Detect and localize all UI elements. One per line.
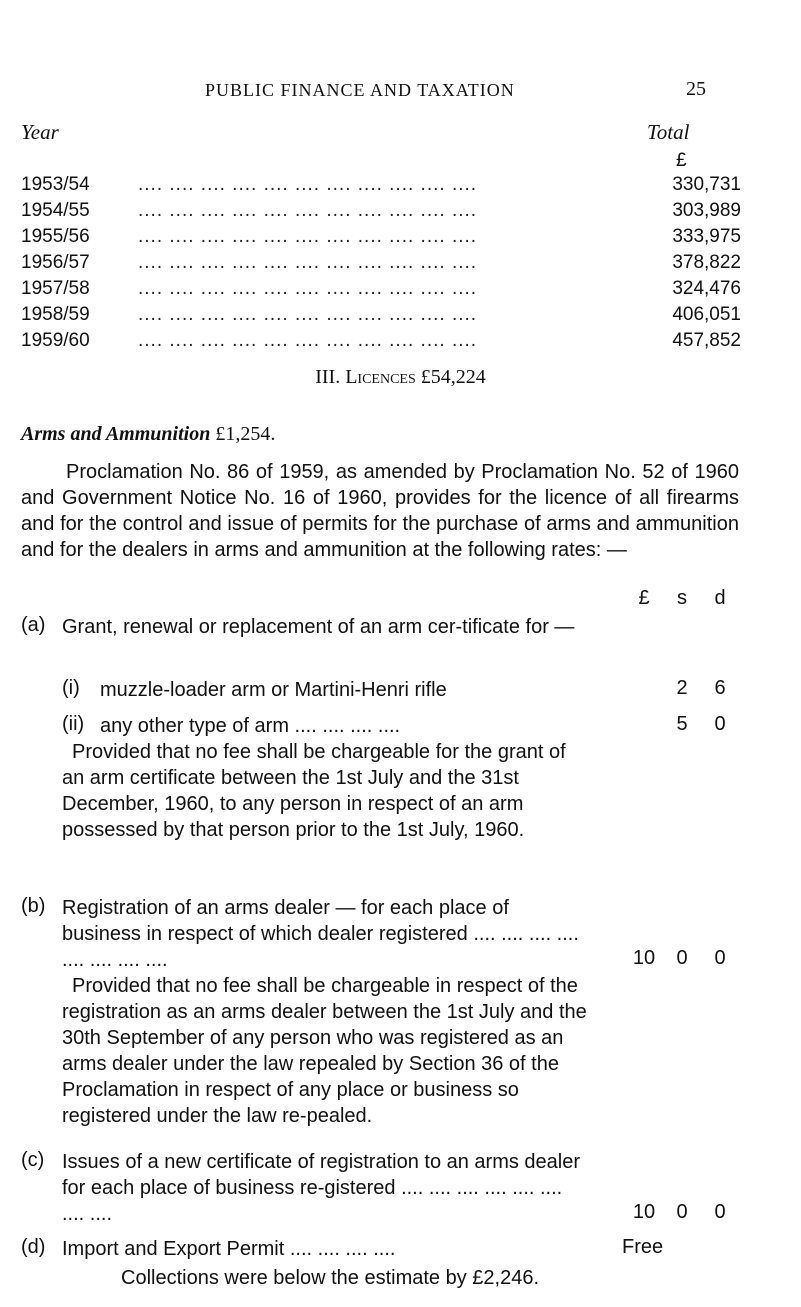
- row-year: 1953/54: [21, 174, 90, 195]
- row-year: 1956/57: [21, 252, 90, 273]
- table-row: [21, 200, 741, 226]
- item-c-text: Issues of a new certificate of registration to an arms dealer for each place of business re-gistered .... .... .... .... .... .... .... ....: [62, 1151, 581, 1225]
- row-year: 1957/58: [21, 278, 90, 299]
- column-header-year: Year: [21, 120, 59, 144]
- row-total: 378,822: [672, 252, 741, 273]
- column-header-total: Total: [647, 120, 690, 144]
- closing-statement: Collections were below the estimate by £2,246.: [121, 1267, 540, 1289]
- leader-dots: .... .... .... .... .... .... .... .... .... .... ....: [138, 278, 478, 299]
- intro-paragraph: Proclamation No. 86 of 1959, as amended by Proclamation No. 52 of 1960 and Government Notice No. 16 of 1960, provides for the licence of all firearms and for the control and issue of permits for the purchase of arms and ammunition and for the dealers in arms and ammunition at the following rates: —: [21, 461, 739, 561]
- row-total: 324,476: [672, 278, 741, 299]
- shillings-header: s: [677, 587, 687, 609]
- item-a-text: Grant, renewal or replacement of an arm cer-tificate for —: [62, 616, 575, 638]
- leader-dots: .... .... .... .... .... .... .... .... .... .... ....: [138, 330, 478, 351]
- item-d-text: Import and Export Permit .... .... .... ....: [62, 1238, 396, 1260]
- row-year: 1955/56: [21, 226, 90, 247]
- subsection-title: Arms and Ammunition: [21, 423, 211, 445]
- item-a-ii-text: any other type of arm .... .... .... ....: [100, 715, 401, 737]
- pence-value: 6: [714, 677, 726, 699]
- item-b-amount: [625, 947, 739, 970]
- pounds-header: £: [638, 587, 650, 609]
- table-row: [21, 304, 741, 330]
- row-total: 333,975: [672, 226, 741, 247]
- table-row: [21, 278, 741, 304]
- item-c-amount: [625, 1201, 739, 1224]
- item-c-label: (c): [21, 1149, 45, 1171]
- leader-dots: .... .... .... .... .... .... .... .... .... .... ....: [138, 174, 478, 195]
- row-total: 457,852: [672, 330, 741, 351]
- item-a-i-label: (i): [62, 677, 80, 699]
- leader-dots: .... .... .... .... .... .... .... .... .... .... ....: [138, 252, 478, 273]
- section-title: Licences: [345, 366, 416, 388]
- item-a-label: (a): [21, 614, 46, 636]
- pence-value: 0: [714, 1201, 726, 1223]
- item-a-i-text: muzzle-loader arm or Martini-Henri rifle: [100, 679, 447, 701]
- leader-dots: .... .... .... .... .... .... .... .... .... .... ....: [138, 226, 478, 247]
- row-total: 330,731: [672, 174, 741, 195]
- row-year: 1954/55: [21, 200, 90, 221]
- shillings-value: 5: [676, 713, 688, 735]
- pounds-value: 10: [632, 1201, 656, 1223]
- money-column-header: [625, 587, 739, 610]
- shillings-value: 2: [676, 677, 688, 699]
- page-number: 25: [686, 78, 706, 100]
- item-b-label: (b): [21, 895, 46, 917]
- row-total: 406,051: [672, 304, 741, 325]
- shillings-value: 0: [676, 947, 688, 969]
- table-row: [21, 226, 741, 252]
- item-a-i-amount: [663, 677, 739, 700]
- section-heading: [0, 366, 801, 389]
- item-d-label: (d): [21, 1236, 46, 1258]
- item-a-proviso: Provided that no fee shall be chargeable for the grant of an arm certificate between the 1st July and the 31st December, 1960, to any person in respect of an arm possessed by that person prior to the 1st July, 1960.: [62, 741, 566, 841]
- running-title: PUBLIC FINANCE AND TAXATION: [205, 80, 515, 100]
- item-b-text: Registration of an arms dealer — for each place of business in respect of which dealer registered .... .... .... .... .... .... .... ....: [62, 897, 579, 971]
- leader-dots: .... .... .... .... .... .... .... .... .... .... ....: [138, 304, 478, 325]
- pence-value: 0: [714, 947, 726, 969]
- section-numeral: III.: [315, 366, 341, 388]
- item-a-ii-label: (ii): [62, 713, 85, 735]
- item-b-proviso: Provided that no fee shall be chargeable in respect of the registration as an arms dealer between the 1st July and the 30th September of any person who was registered as an arms dealer under the law repealed by Section 36 of the Proclamation in respect of any place or business so registered under the law re-pealed.: [62, 975, 587, 1127]
- table-row: [21, 174, 741, 200]
- subsection-heading: [21, 423, 275, 446]
- pence-value: 0: [714, 713, 726, 735]
- row-year: 1959/60: [21, 330, 90, 351]
- subsection-amount: £1,254.: [215, 423, 276, 445]
- item-d-value: Free: [622, 1236, 664, 1258]
- table-row: [21, 330, 741, 356]
- pence-header: d: [714, 587, 726, 609]
- column-unit: £: [676, 150, 687, 171]
- item-a-ii-amount: [663, 713, 739, 736]
- shillings-value: 0: [676, 1201, 688, 1223]
- table-row: [21, 252, 741, 278]
- section-amount: £54,224: [420, 366, 486, 388]
- row-total: 303,989: [672, 200, 741, 221]
- leader-dots: .... .... .... .... .... .... .... .... .... .... ....: [138, 200, 478, 221]
- row-year: 1958/59: [21, 304, 90, 325]
- pounds-value: 10: [632, 947, 656, 969]
